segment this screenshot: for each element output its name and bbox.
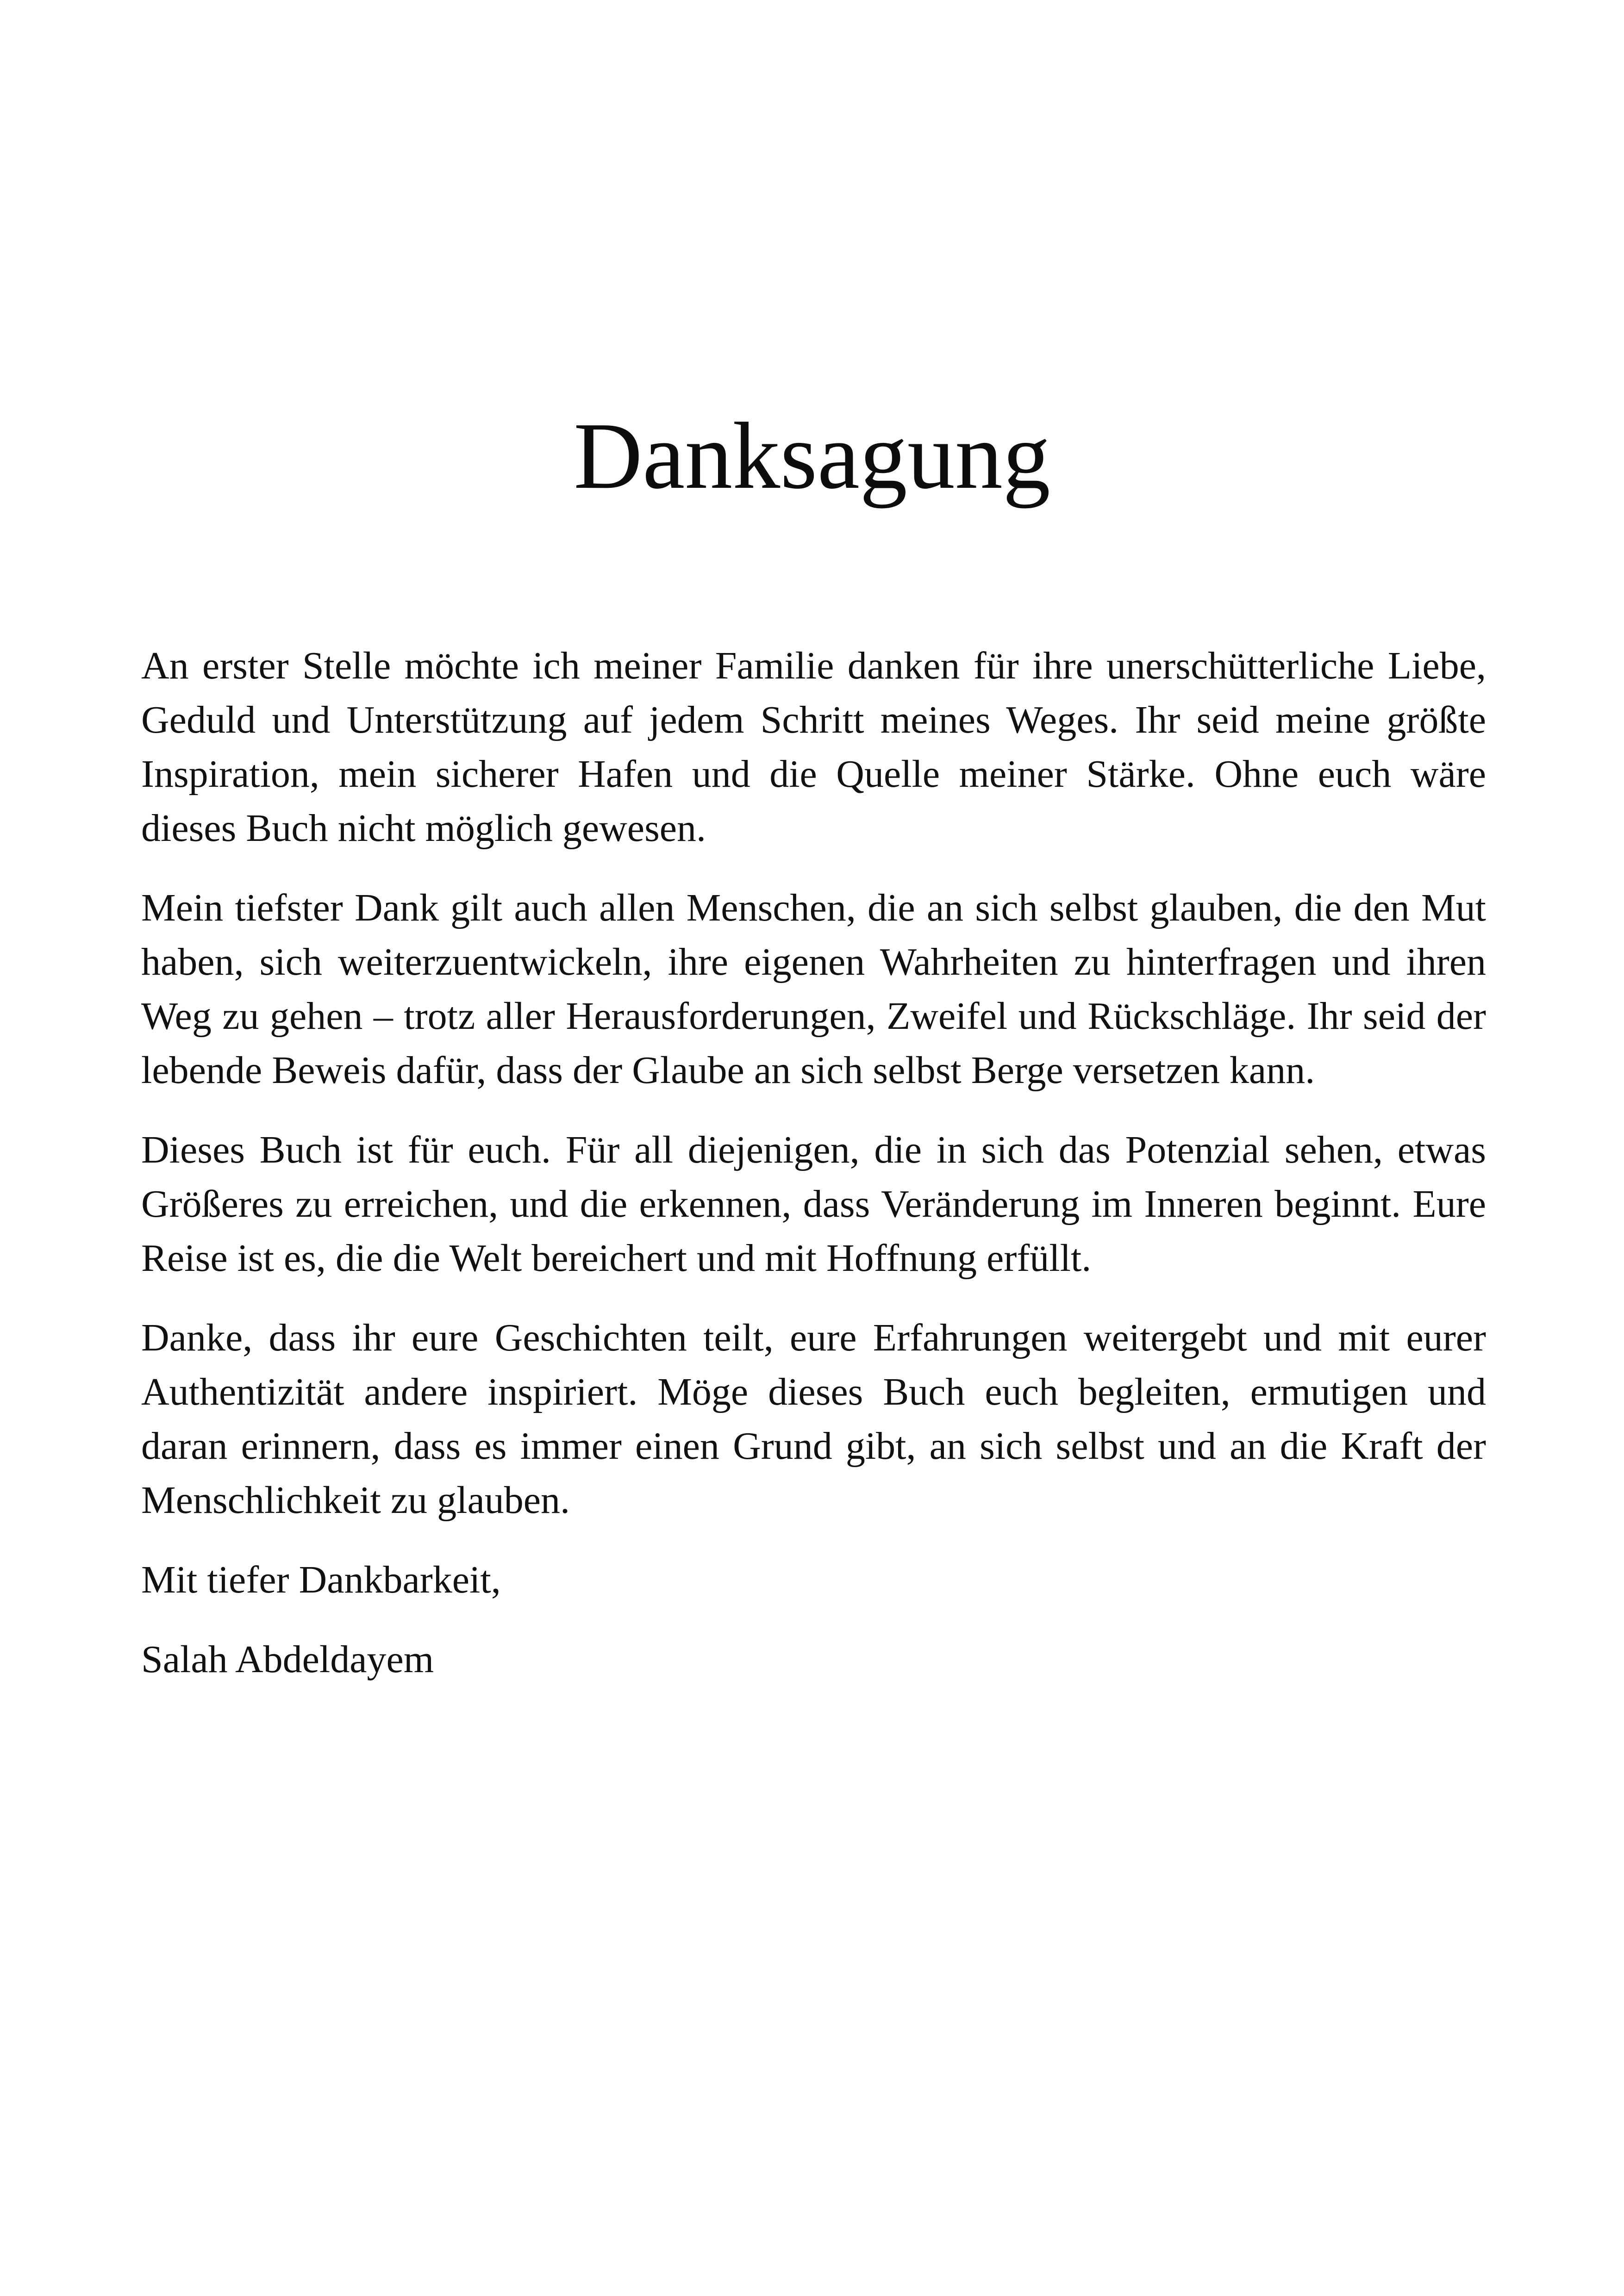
page-title: Danksagung bbox=[574, 403, 1050, 509]
paragraph-for-you: Dieses Buch ist für euch. Für all diejenigen, die in sich das Potenzial sehen, etwas Größeres zu erreichen, und die erkennen, dass Veränderung im Inneren beginnt. Eure Reise ist es, die die Welt bereichert und mit Hoffnung erfüllt. bbox=[141, 1128, 1486, 1280]
acknowledgement-body bbox=[141, 639, 1486, 1712]
paragraph-believers: Mein tiefster Dank gilt auch allen Menschen, die an sich selbst glauben, die den Mut haben, sich weiterzuentwickeln, ihre eigenen Wahrheiten zu hinterfragen und ihren Weg zu gehen – trotz aller Herausforderungen, Zweifel und Rückschläge. Ihr seid der lebende Beweis dafür, dass der Glaube an sich selbst Berge versetzen kann. bbox=[141, 886, 1486, 1092]
paragraph-thanks: Danke, dass ihr eure Geschichten teilt, eure Erfahrungen weitergebt und mit eurer Authentizität andere inspiriert. Möge dieses Buch euch begleiten, ermutigen und daran erinnern, dass es immer einen Grund gibt, an sich selbst und an die Kraft der Menschlichkeit zu glauben. bbox=[141, 1316, 1486, 1522]
closing-line: Mit tiefer Dankbarkeit, bbox=[141, 1558, 501, 1601]
signature: Salah Abdeldayem bbox=[141, 1638, 434, 1681]
paragraph-family: An erster Stelle möchte ich meiner Familie danken für ihre unerschütterliche Liebe, Geduld und Unterstützung auf jedem Schritt meines Weges. Ihr seid meine größte Inspiration, mein sicherer Hafen und die Quelle meiner Stärke. Ohne euch wäre dieses Buch nicht möglich gewesen. bbox=[141, 644, 1486, 850]
